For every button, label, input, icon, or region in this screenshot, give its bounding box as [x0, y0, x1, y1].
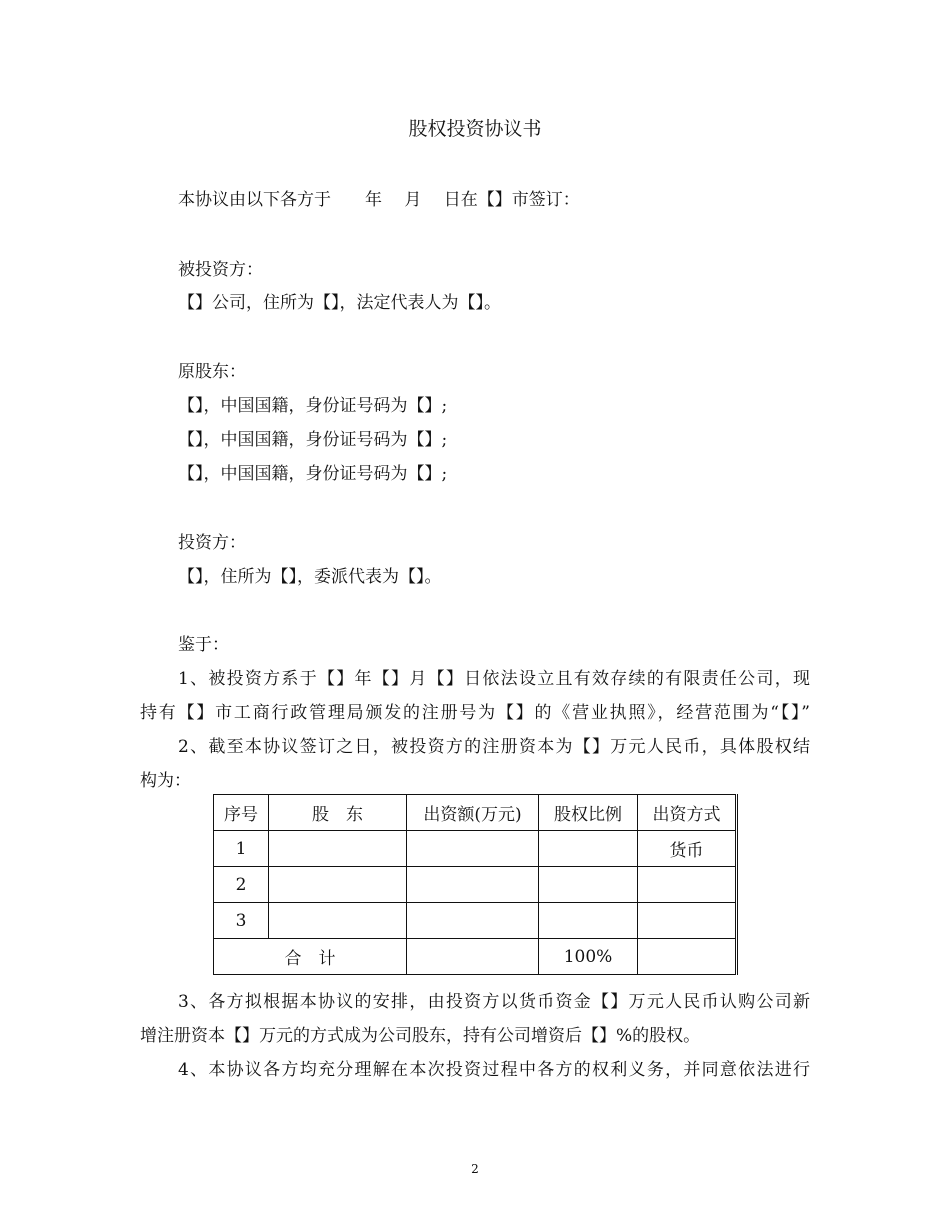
investee-label: 被投资方：	[178, 260, 263, 280]
whereas-clause-3-line-2: 增注册资本【】万元的方式成为公司股东，持有公司增资后【】%的股权。	[140, 1026, 701, 1046]
total-ratio-cell: 100%	[539, 939, 638, 975]
table-cell	[269, 903, 407, 939]
table-total-row	[214, 939, 737, 975]
whereas-clause-2-line-1: 2、截至本协议签订之日，被投资方的注册资本为【】万元人民币，具体股权结	[178, 737, 810, 757]
table-header-cell: 序号	[214, 795, 269, 831]
intro-line: 本协议由以下各方于 年 月 日在【】市签订：	[178, 190, 580, 210]
total-label-cell: 合 计	[214, 939, 407, 975]
whereas-clause-3-line-1: 3、各方拟根据本协议的安排，由投资方以货币资金【】万元人民币认购公司新	[178, 992, 810, 1012]
investee-line: 【】公司，住所为【】，法定代表人为【】。	[178, 293, 501, 313]
shareholders-label: 原股东：	[178, 362, 246, 382]
whereas-clause-1-line-1: 1、被投资方系于【】年【】月【】日依法设立且有效存续的有限责任公司，现	[178, 669, 810, 689]
whereas-clause-4-line-1: 4、本协议各方均充分理解在本次投资过程中各方的权利义务，并同意依法进行	[178, 1060, 810, 1080]
total-amount-cell	[407, 939, 539, 975]
whereas-clause-2-line-2: 构为：	[140, 771, 191, 791]
table-cell	[269, 867, 407, 903]
table-cell: 货币	[638, 831, 737, 867]
equity-structure-table	[213, 794, 738, 975]
table-cell	[539, 867, 638, 903]
table-cell	[539, 831, 638, 867]
table-cell	[638, 903, 737, 939]
shareholder-line: 【】，中国国籍，身份证号码为【】;	[178, 430, 448, 450]
table-row	[214, 867, 737, 903]
whereas-label: 鉴于：	[178, 635, 229, 655]
table-row	[214, 903, 737, 939]
table-header-cell: 股 东	[269, 795, 407, 831]
document-title: 股权投资协议书	[408, 118, 542, 140]
table-header-cell: 出资方式	[638, 795, 737, 831]
table-cell	[269, 831, 407, 867]
investor-line: 【】，住所为【】，委派代表为【】。	[178, 567, 442, 587]
table-cell	[407, 831, 539, 867]
table-cell: 2	[214, 867, 269, 903]
table-header-cell: 股权比例	[539, 795, 638, 831]
table-header-row	[214, 795, 737, 831]
shareholder-line: 【】，中国国籍，身份证号码为【】;	[178, 464, 448, 484]
table-cell	[407, 867, 539, 903]
table-cell	[638, 867, 737, 903]
table-header-cell: 出资额(万元)	[407, 795, 539, 831]
whereas-clause-1-line-2: 持有【】市工商行政管理局颁发的注册号为【】的《营业执照》，经营范围为“【】”	[140, 703, 810, 723]
investor-label: 投资方：	[178, 533, 246, 553]
shareholder-line: 【】，中国国籍，身份证号码为【】;	[178, 396, 448, 416]
table-cell	[407, 903, 539, 939]
table-cell: 3	[214, 903, 269, 939]
total-method-cell	[638, 939, 737, 975]
table-cell: 1	[214, 831, 269, 867]
table-cell	[539, 903, 638, 939]
page-number: 2	[471, 1162, 479, 1176]
table-row	[214, 831, 737, 867]
